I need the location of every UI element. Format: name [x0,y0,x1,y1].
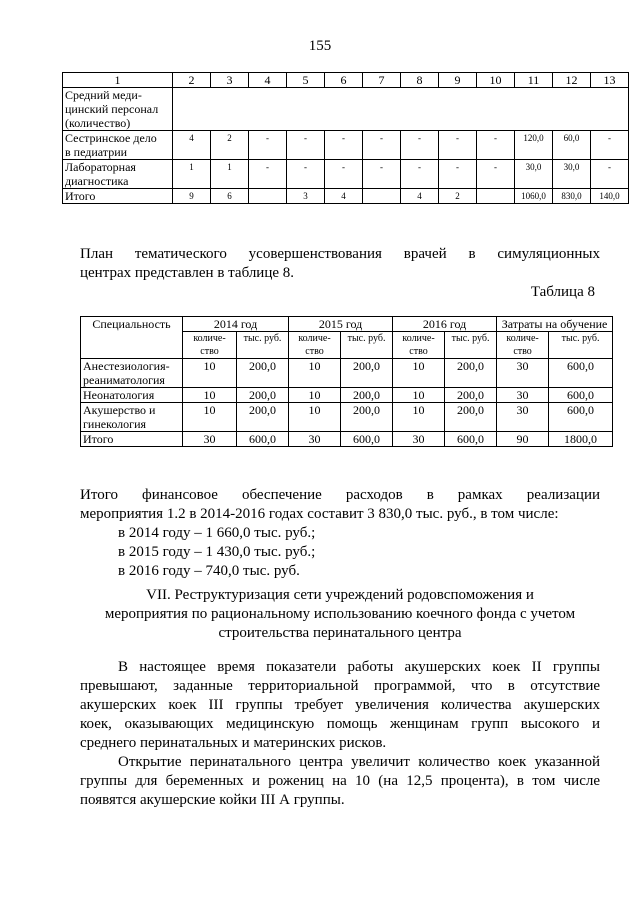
header-col: 11 [515,73,553,88]
sub-rub: тыс. руб. [237,332,289,359]
table-cell: 1800,0 [549,432,613,447]
table-row [63,131,629,160]
table-cell: - [287,131,325,160]
table-cell: 9 [173,189,211,204]
intro-line-1: План тематического усовершенствования врачей в симуляционных [80,246,600,262]
table-row [81,359,613,388]
header-col: 3 [211,73,249,88]
table8-caption: Таблица 8 [530,284,595,300]
section-title-line-3: строительства перинатального центра [218,625,462,641]
table-cell: 10 [393,388,445,403]
intro-line-2: центрах представлен в таблице 8. [80,265,295,281]
specialty-name: Анестезиология-реаниматология [81,359,183,388]
table-cell: - [477,160,515,189]
table-cell: 90 [497,432,549,447]
header-costs: Затраты на обучение [497,317,613,332]
table-cell: 4 [401,189,439,204]
table-cell: 200,0 [237,403,289,432]
body-p1-line-1: В настоящее время показатели работы акушерских коек II группы [118,659,600,675]
header-col: 1 [63,73,173,88]
table-cell: - [249,160,287,189]
specialty-name: Итого [81,432,183,447]
table-cell: 6 [211,189,249,204]
table-cell: 10 [289,388,341,403]
table-row [63,88,629,131]
table-cell: 10 [393,403,445,432]
table-cell: - [363,131,401,160]
table-cell: 3 [287,189,325,204]
table-cell: 10 [183,388,237,403]
empty-cell [173,88,629,131]
table-cell: 10 [183,359,237,388]
header-col: 9 [439,73,477,88]
body-p1-line-3: акушерских коек III группы требует увеличения количества акушерских [80,697,600,713]
header-col: 7 [363,73,401,88]
header-col: 8 [401,73,439,88]
table-cell: 600,0 [549,388,613,403]
table-cell: 30,0 [515,160,553,189]
header-col: 5 [287,73,325,88]
table-cell: 2 [211,131,249,160]
table-cell: - [363,160,401,189]
table-cell: 200,0 [341,388,393,403]
section-title-line-1: VII. Реструктуризация сети учреждений родовспоможения и [146,587,534,603]
body-p2-line-1: Открытие перинатального центра увеличит количество коек указанной [118,754,600,770]
sub-rub: тыс. руб. [549,332,613,359]
header-col: 13 [591,73,629,88]
table-cell: 200,0 [445,388,497,403]
table-cell: 200,0 [237,388,289,403]
table-cell: 30 [393,432,445,447]
table-cell: - [287,160,325,189]
table-cell [477,189,515,204]
table-cell: 60,0 [553,131,591,160]
table-cell: - [401,160,439,189]
table-cell: 200,0 [445,403,497,432]
row-label: Лабораторная диагностика [63,160,173,189]
section-title-line-2: мероприятия по рациональному использованию коечного фонда с учетом [104,606,576,622]
header-2016: 2016 год [393,317,497,332]
table-cell: 1060,0 [515,189,553,204]
table-cell: - [591,131,629,160]
table-cell: 10 [393,359,445,388]
table-row [81,403,613,432]
body-p1-line-2: превышают, заданные территориальной программой, что в отсутствие [80,678,600,694]
body-p1-line-5: среднего перинатальных и материнских рисков. [80,735,387,751]
table-cell: - [401,131,439,160]
table-cell: - [477,131,515,160]
specialty-name: Акушерство и гинекология [81,403,183,432]
table-cell: 1 [173,160,211,189]
header-col: 4 [249,73,287,88]
body-p2-line-3: появятся акушерские койки III А группы. [80,792,345,808]
sub-rub: тыс. руб. [341,332,393,359]
row-label: Средний меди- цинский персонал (количество) [63,88,173,131]
table-8 [80,316,613,447]
table-cell: 30 [289,432,341,447]
table-cell: 4 [173,131,211,160]
sub-qty: количе-ство [393,332,445,359]
table-row [63,160,629,189]
body-p2-line-2: группы для беременных и рожениц на 10 (на 12,5 процента), в том числе [80,773,600,789]
finance-line-2: мероприятия 1.2 в 2014-2016 годах составит 3 830,0 тыс. руб., в том числе: [80,506,559,522]
staff-training-table [62,72,629,204]
table-row [63,189,629,204]
table-header-row [63,73,629,88]
table-cell [249,189,287,204]
table-cell: 600,0 [549,359,613,388]
table-cell: 2 [439,189,477,204]
table-cell: 10 [289,359,341,388]
table-cell: 600,0 [237,432,289,447]
table-row [81,432,613,447]
table-cell: 30 [497,359,549,388]
header-col: 6 [325,73,363,88]
header-col: 10 [477,73,515,88]
row-label: Сестринское дело в педиатрии [63,131,173,160]
header-specialty: Специальность [81,317,183,359]
header-2014: 2014 год [183,317,289,332]
table-cell: 200,0 [341,403,393,432]
table-cell: 200,0 [341,359,393,388]
table-cell [363,189,401,204]
body-p1-line-4: коек, оказывающих медицинскую помощь женщинам групп высокого и [80,716,600,732]
sub-rub: тыс. руб. [445,332,497,359]
table-cell: - [591,160,629,189]
sub-qty: количе-ство [289,332,341,359]
table-cell: 4 [325,189,363,204]
table-cell: 140,0 [591,189,629,204]
table8-header-row [81,317,613,332]
table-cell: 1 [211,160,249,189]
table-cell: - [325,160,363,189]
table-cell: 10 [183,403,237,432]
table-cell: 600,0 [549,403,613,432]
table-cell: - [439,131,477,160]
sub-qty: количе-ство [183,332,237,359]
table-row [81,388,613,403]
table-cell: 600,0 [445,432,497,447]
header-col: 2 [173,73,211,88]
table-cell: 600,0 [341,432,393,447]
table-cell: 30,0 [553,160,591,189]
row-label: Итого [63,189,173,204]
finance-line-1: Итого финансовое обеспечение расходов в рамках реализации [80,487,600,503]
finance-2016: в 2016 году – 740,0 тыс. руб. [118,563,300,579]
table-cell: - [325,131,363,160]
finance-2015: в 2015 году – 1 430,0 тыс. руб.; [118,544,316,560]
table-cell: 30 [183,432,237,447]
header-2015: 2015 год [289,317,393,332]
table-cell: 10 [289,403,341,432]
page-number: 155 [308,38,332,54]
header-col: 12 [553,73,591,88]
table-cell: 830,0 [553,189,591,204]
sub-qty: количе-ство [497,332,549,359]
table-cell: 30 [497,388,549,403]
table-cell: - [439,160,477,189]
table-cell: 200,0 [237,359,289,388]
table-cell: 30 [497,403,549,432]
table-cell: 120,0 [515,131,553,160]
finance-2014: в 2014 году – 1 660,0 тыс. руб.; [118,525,316,541]
table-cell: 200,0 [445,359,497,388]
table-cell: - [249,131,287,160]
specialty-name: Неонатология [81,388,183,403]
